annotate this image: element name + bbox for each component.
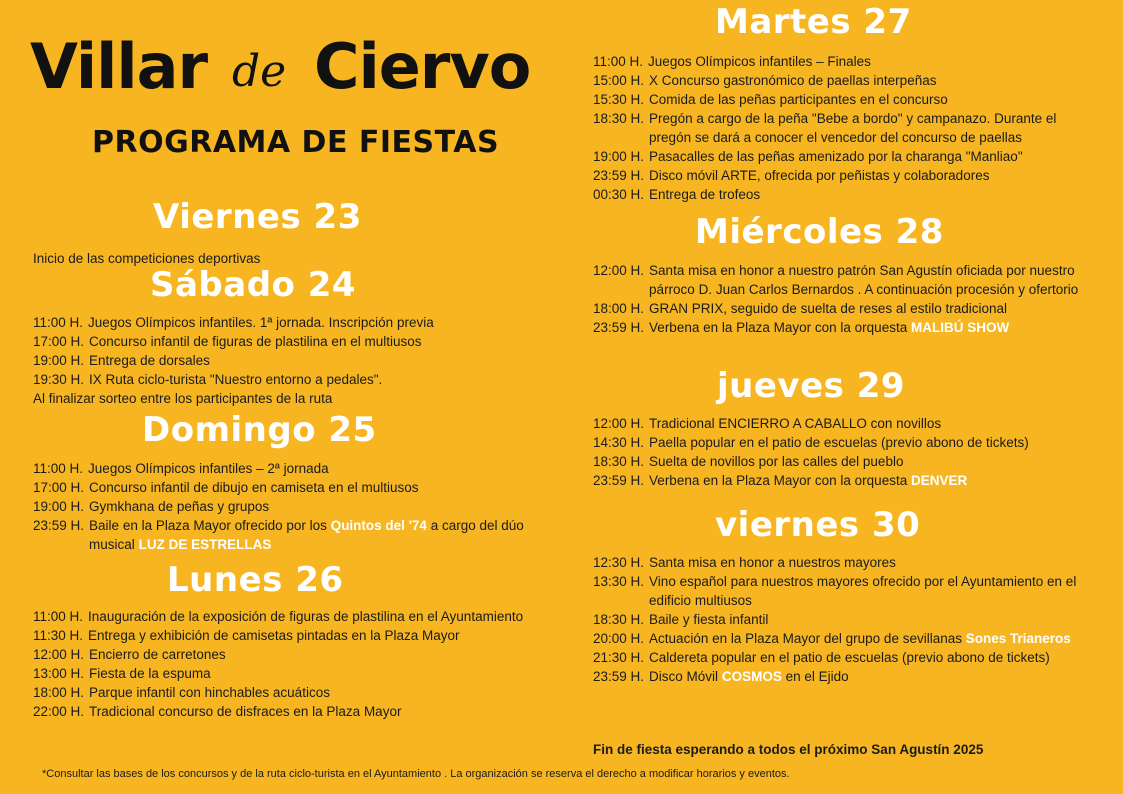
highlight-cosmos: COSMOS (721, 669, 782, 684)
event-item (33, 645, 533, 664)
event-list-sabado24 (33, 313, 533, 389)
event-item (593, 553, 1098, 572)
event-item (593, 147, 1098, 166)
day-heading-jueves29: jueves 29 (717, 366, 906, 406)
event-desc: Fiesta de la espuma (89, 666, 211, 681)
event-desc-text: Actuación en la Plaza Mayor del grupo de sevillanas (649, 631, 962, 646)
day-note-sabado24: Al finalizar sorteo entre los participantes de la ruta (33, 391, 333, 406)
event-item (593, 648, 1098, 667)
event-list-miercoles28 (593, 261, 1098, 337)
event-desc-text: en el Ejido (785, 669, 849, 684)
event-time: 19:30 H. (33, 372, 85, 387)
event-item (593, 166, 1098, 185)
event-desc-text: a cargo del dúo musical (89, 518, 524, 552)
event-desc: Concurso infantil de figuras de plastilina en el multiusos (89, 334, 422, 349)
day-heading-viernes30: viernes 30 (715, 505, 921, 545)
event-time: 20:00 H. (593, 631, 645, 646)
event-desc: Inauguración de la exposición de figuras de plastilina en el Ayuntamiento (88, 609, 524, 624)
event-desc (649, 318, 1098, 337)
event-item (33, 459, 553, 478)
event-desc: Santa misa en honor a nuestros mayores (649, 555, 896, 570)
event-time: 22:00 H. (33, 704, 85, 719)
footnote: *Consultar las bases de los concursos y de la ruta ciclo-turista en el Ayuntamiento . La organización se reserva el derecho a modificar horarios y eventos. (42, 768, 790, 780)
event-item (593, 261, 1098, 299)
event-desc: Disco móvil ARTE, ofrecida por peñistas y colaboradores (649, 168, 990, 183)
event-item (593, 471, 1098, 490)
logo-word-de: de (232, 46, 287, 97)
event-desc: Caldereta popular en el patio de escuelas (previo abono de tickets) (649, 650, 1050, 665)
day-heading-martes27: Martes 27 (715, 2, 912, 42)
event-item (33, 664, 533, 683)
event-time: 18:00 H. (593, 301, 645, 316)
event-item (593, 185, 1098, 204)
event-desc-text: Disco Móvil (649, 669, 719, 684)
event-list-jueves29 (593, 414, 1098, 490)
event-desc: Juegos Olímpicos infantiles – 2ª jornada (88, 461, 329, 476)
event-time: 17:00 H. (33, 480, 85, 495)
event-time: 23:59 H. (593, 669, 645, 684)
event-desc (649, 629, 1098, 648)
event-item (593, 414, 1098, 433)
event-time: 12:00 H. (593, 416, 645, 431)
event-item (593, 610, 1098, 629)
event-time: 11:00 H. (593, 54, 644, 69)
event-time: 12:00 H. (593, 263, 645, 278)
event-time: 19:00 H. (33, 353, 85, 368)
event-item (593, 299, 1098, 318)
event-time: 13:00 H. (33, 666, 85, 681)
event-desc (89, 516, 553, 554)
event-desc: Santa misa en honor a nuestro patrón San Agustín oficiada por nuestro párroco D. Juan Carlos Bernardos . A continuación procesión y ofertorio (649, 263, 1079, 297)
event-time: 17:00 H. (33, 334, 85, 349)
event-time: 23:59 H. (593, 168, 645, 183)
event-item (593, 109, 1098, 147)
event-item (593, 71, 1098, 90)
event-item (33, 478, 553, 497)
event-desc: X Concurso gastronómico de paellas interpeñas (649, 73, 937, 88)
event-desc: Parque infantil con hinchables acuáticos (89, 685, 330, 700)
event-desc: Vino español para nuestros mayores ofrecido por el Ayuntamiento en el edificio multiusos (649, 574, 1077, 608)
event-time: 15:30 H. (593, 92, 645, 107)
event-time: 21:30 H. (593, 650, 645, 665)
event-time: 12:00 H. (33, 647, 85, 662)
highlight-quintos: Quintos del '74 (330, 518, 427, 533)
event-item (33, 332, 533, 351)
event-desc: Encierro de carretones (89, 647, 226, 662)
event-list-domingo25 (33, 459, 553, 554)
event-desc: GRAN PRIX, seguido de suelta de reses al estilo tradicional (649, 301, 1007, 316)
event-item (593, 52, 1098, 71)
event-time: 15:00 H. (593, 73, 645, 88)
event-desc: Tradicional ENCIERRO A CABALLO con novillos (649, 416, 942, 431)
event-desc: Comida de las peñas participantes en el concurso (649, 92, 948, 107)
event-time: 19:00 H. (593, 149, 645, 164)
logo (30, 12, 540, 122)
event-list-viernes30 (593, 553, 1098, 686)
event-desc: Entrega de trofeos (649, 187, 761, 202)
event-item (33, 351, 533, 370)
highlight-denver: DENVER (910, 473, 968, 488)
event-item (33, 702, 533, 721)
logo-word-villar: Villar (30, 30, 208, 103)
event-desc (649, 667, 1098, 686)
event-desc: Gymkhana de peñas y grupos (89, 499, 270, 514)
event-time: 18:30 H. (593, 612, 645, 627)
day-heading-miercoles28: Miércoles 28 (695, 212, 944, 252)
day-heading-domingo25: Domingo 25 (142, 410, 377, 450)
event-desc: Pasacalles de las peñas amenizado por la charanga "Manliao" (649, 149, 1023, 164)
event-item (593, 572, 1098, 610)
event-time: 14:30 H. (593, 435, 645, 450)
event-time: 18:30 H. (593, 111, 645, 126)
event-item (593, 433, 1098, 452)
event-time: 23:59 H. (33, 518, 85, 533)
event-desc: Juegos Olímpicos infantiles. 1ª jornada. Inscripción previa (88, 315, 434, 330)
event-desc: Juegos Olímpicos infantiles – Finales (648, 54, 871, 69)
event-time: 13:30 H. (593, 574, 645, 589)
event-desc: Paella popular en el patio de escuelas (previo abono de tickets) (649, 435, 1029, 450)
event-item (593, 629, 1098, 648)
event-desc: Concurso infantil de dibujo en camiseta en el multiusos (89, 480, 419, 495)
event-time: 11:00 H. (33, 461, 84, 476)
highlight-sones-trianeros: Sones Trianeros (965, 631, 1071, 646)
event-desc: Pregón a cargo de la peña "Bebe a bordo" y campanazo. Durante el pregón se dará a conocer el vencedor del concurso de paellas (649, 111, 1057, 145)
event-item (593, 452, 1098, 471)
event-time: 00:30 H. (593, 187, 645, 202)
day-heading-lunes26: Lunes 26 (167, 560, 344, 600)
event-time: 23:59 H. (593, 320, 645, 335)
event-desc: Tradicional concurso de disfraces en la Plaza Mayor (89, 704, 402, 719)
highlight-malibu-show: MALIBÚ SHOW (910, 320, 1010, 335)
event-desc: Entrega de dorsales (89, 353, 210, 368)
event-time: 11:30 H. (33, 628, 84, 643)
event-desc-text: Baile en la Plaza Mayor ofrecido por los (89, 518, 327, 533)
day-heading-sabado24: Sábado 24 (150, 265, 357, 305)
page-subtitle: PROGRAMA DE FIESTAS (92, 125, 500, 160)
event-desc: Baile y fiesta infantil (649, 612, 769, 627)
event-list-lunes26 (33, 607, 533, 721)
event-time: 18:30 H. (593, 454, 645, 469)
event-time: 11:00 H. (33, 609, 84, 624)
event-item (33, 626, 533, 645)
event-item (593, 318, 1098, 337)
event-item (33, 370, 533, 389)
event-time: 23:59 H. (593, 473, 645, 488)
event-list-martes27 (593, 52, 1098, 204)
event-item (33, 516, 553, 554)
event-item (593, 90, 1098, 109)
event-item (33, 497, 553, 516)
logo-word-ciervo: Ciervo (314, 30, 531, 103)
day-heading-viernes23: Viernes 23 (153, 197, 362, 237)
day-note-viernes23: Inicio de las competiciones deportivas (33, 251, 261, 266)
event-desc (649, 471, 1098, 490)
event-item (593, 667, 1098, 686)
event-time: 18:00 H. (33, 685, 85, 700)
event-desc-text: Verbena en la Plaza Mayor con la orquesta (649, 473, 908, 488)
event-desc: IX Ruta ciclo-turista "Nuestro entorno a pedales". (89, 372, 383, 387)
event-item (33, 313, 533, 332)
highlight-luz-de-estrellas: LUZ DE ESTRELLAS (138, 537, 272, 552)
closing-message: Fin de fiesta esperando a todos el próximo San Agustín 2025 (593, 742, 984, 757)
event-desc: Suelta de novillos por las calles del pueblo (649, 454, 904, 469)
event-item (33, 683, 533, 702)
event-time: 19:00 H. (33, 499, 85, 514)
event-desc-text: Verbena en la Plaza Mayor con la orquesta (649, 320, 908, 335)
event-item (33, 607, 533, 626)
event-time: 12:30 H. (593, 555, 645, 570)
event-time: 11:00 H. (33, 315, 84, 330)
event-desc: Entrega y exhibición de camisetas pintadas en la Plaza Mayor (88, 628, 460, 643)
